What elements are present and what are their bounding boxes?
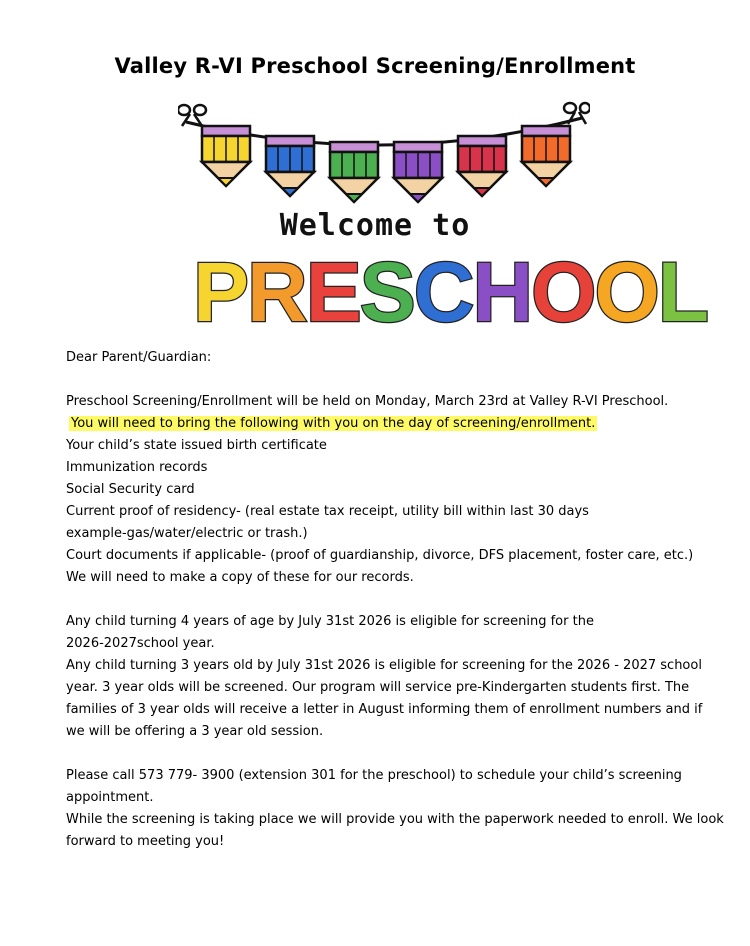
preschool-letter: H <box>472 245 532 339</box>
required-item: example-gas/water/electric or trash.) <box>66 526 308 541</box>
pencil-pennant-icon <box>266 136 314 196</box>
preschool-letter: L <box>657 245 708 339</box>
eligibility-text: Any child turning 3 years old by July 31st 2026 is eligible for screening for the 2026 - 2027 school <box>66 658 702 673</box>
preschool-letter: P <box>193 245 248 339</box>
preschool-letter: S <box>359 245 414 339</box>
preschool-letter: O <box>531 245 595 339</box>
copy-note: We will need to make a copy of these for our records. <box>66 570 414 585</box>
required-item: Court documents if applicable- (proof of guardianship, divorce, DFS placement, foster care, etc.) <box>66 548 694 563</box>
required-item: Immunization records <box>66 460 208 475</box>
required-item: Current proof of residency- (real estate tax receipt, utility bill within last 30 days <box>66 504 589 519</box>
pencil-pennant-icon <box>458 136 506 196</box>
enrollment-date-text: Preschool Screening/Enrollment will be held on Monday, March 23rd at Valley R-VI Preschool. <box>66 394 669 409</box>
preschool-word-art <box>193 244 708 340</box>
eligibility-text: Any child turning 4 years of age by July 31st 2026 is eligible for screening for the <box>66 614 594 629</box>
closing-text: While the screening is taking place we will provide you with the paperwork needed to enroll. We look <box>66 812 724 827</box>
pencil-pennant-icon <box>202 126 250 186</box>
eligibility-text: families of 3 year olds will receive a letter in August informing them of enrollment numbers and if <box>66 702 703 717</box>
preschool-letter: O <box>594 245 658 339</box>
welcome-heading: Welcome to <box>279 208 471 243</box>
highlighted-instruction: You will need to bring the following with you on the day of screening/enrollment. <box>71 416 596 431</box>
pencil-pennant-icon <box>394 142 442 202</box>
pencil-pennant-icon <box>522 126 570 186</box>
closing-text: forward to meeting you! <box>66 834 225 849</box>
contact-text: Please call 573 779- 3900 (extension 301 for the preschool) to schedule your child’s screening <box>66 768 682 783</box>
required-item: Your child’s state issued birth certificate <box>66 438 327 453</box>
letter-body <box>66 347 736 853</box>
contact-text: appointment. <box>66 790 154 805</box>
eligibility-text: 2026-2027school year. <box>66 636 215 651</box>
pencil-pennant-icon <box>330 142 378 202</box>
preschool-letter: C <box>413 245 473 339</box>
eligibility-text: we will be offering a 3 year old session. <box>66 724 324 739</box>
pencil-banner-graphic <box>178 100 590 210</box>
salutation: Dear Parent/Guardian: <box>66 350 212 365</box>
eligibility-text: year. 3 year olds will be screened. Our program will service pre-Kindergarten students first. The <box>66 680 690 695</box>
preschool-letter: E <box>305 245 360 339</box>
required-item: Social Security card <box>66 482 195 497</box>
preschool-letter: R <box>247 245 306 339</box>
page-title: Valley R-VI Preschool Screening/Enrollment <box>114 54 636 78</box>
